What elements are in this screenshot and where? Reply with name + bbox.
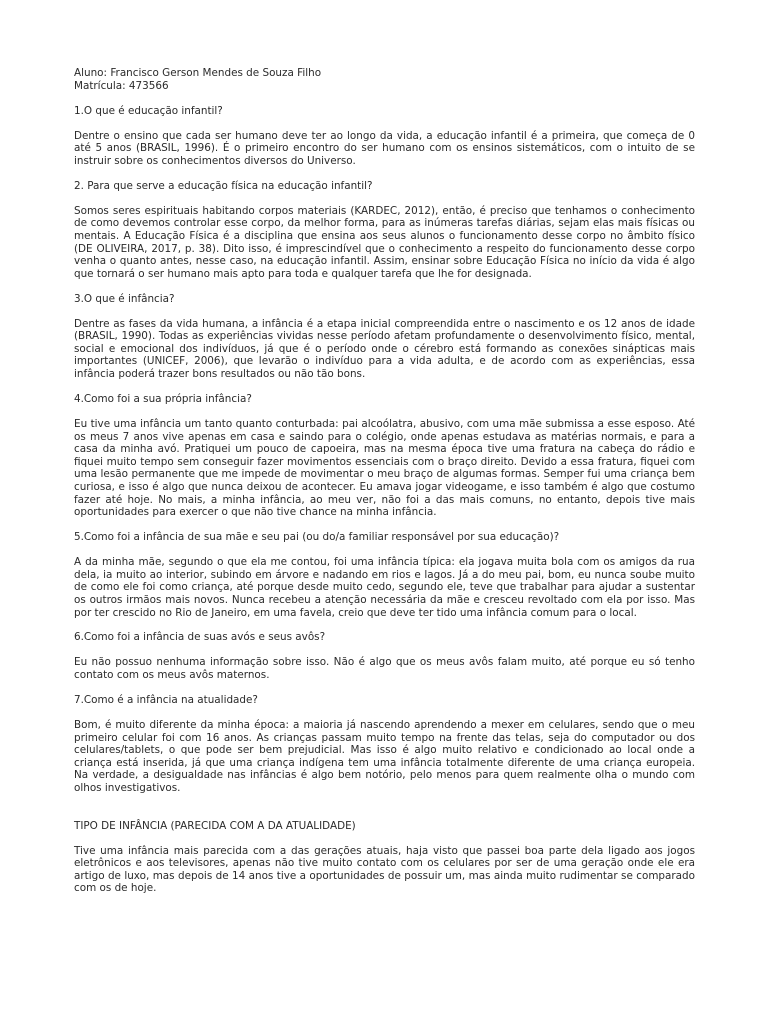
question-6: 6.Como foi a infância de suas avós e seus avôs? bbox=[74, 631, 326, 644]
question-2: 2. Para que serve a educação física na educação infantil? bbox=[74, 179, 373, 192]
answer-6: Eu não possuo nenhuma informação sobre isso. Não é algo que os meus avôs falam muito, até porque eu só tenho contato com os meus avôs maternos. bbox=[74, 656, 695, 682]
question-3: 3.O que é infância? bbox=[74, 292, 175, 305]
section-title: TIPO DE INFÂNCIA (PARECIDA COM A DA ATUALIDADE) bbox=[74, 819, 356, 832]
answer-4: Eu tive uma infância um tanto quanto conturbada: pai alcoólatra, abusivo, com uma mãe submissa a esse esposo. Até os meus 7 anos vive apenas em casa e saindo para o colégio, onde apenas estudava as matérias normais, e para a casa da minha avó. Pratiquei um pouco de capoeira, mas na mesma época tive uma fratura na cabeça do rádio e fiquei muito tempo sem conseguir fazer movimentos essenciais com o braço direito. Devido a essa fratura, fiquei com uma lesão permanente que me impede de movimentar o meu braço de algumas formas. Semper fui uma criança bem curiosa, e isso é algo que nunca deixou de acontecer. Eu amava jogar videogame, e isso também é algo que costumo fazer até hoje. No mais, a minha infância, ao meu ver, não foi a das mais comuns, no entanto, depois tive mais oportunidades para exercer o que não tive chance na minha infância. bbox=[74, 418, 695, 519]
qa-block-6 bbox=[74, 631, 695, 681]
question-7: 7.Como é a infância na atualidade? bbox=[74, 694, 258, 707]
answer-1: Dentre o ensino que cada ser humano deve ter ao longo da vida, a educação infantil é a primeira, que começa de 0 até 5 anos (BRASIL, 1996). É o primeiro encontro do ser humano com os ensinos sistemáticos, com o intuito de se instruir sobre os conhecimentos diversos do Universo. bbox=[74, 129, 695, 167]
qa-block-5 bbox=[74, 531, 695, 619]
qa-block-4 bbox=[74, 393, 695, 519]
question-4: 4.Como foi a sua própria infância? bbox=[74, 393, 252, 406]
qa-block-2 bbox=[74, 180, 695, 281]
question-1: 1.O que é educação infantil? bbox=[74, 104, 223, 117]
qa-block-1 bbox=[74, 105, 695, 168]
student-name: Aluno: Francisco Gerson Mendes de Souza Filho bbox=[74, 67, 322, 79]
question-5: 5.Como foi a infância de sua mãe e seu pai (ou do/a familiar responsável por sua educação)? bbox=[74, 531, 560, 544]
section-text: Tive uma infância mais parecida com a das gerações atuais, haja visto que passei boa parte dela ligado aos jogos eletrônicos e aos televisores, apenas não tive muito contato com os celulares por ser de uma geração onde ele era artigo de luxo, mas depois de 14 anos tive a oportunidades de possuir um, mas ainda muito rudimentar se comparado com os de hoje. bbox=[74, 844, 695, 895]
final-section bbox=[74, 820, 695, 895]
qa-block-3 bbox=[74, 293, 695, 381]
answer-2: Somos seres espirituais habitando corpos materiais (KARDEC, 2012), então, é preciso que tenhamos o conhecimento de como devemos controlar esse corpo, da melhor forma, para as inúmeras tarefas diárias, sejam elas mais físicas ou mentais. A Educação Física é a disciplina que ensina aos seus alunos o funcionamento desse corpo no âmbito físico (DE OLIVEIRA, 2017, p. 38). Dito isso, é imprescindível que o conhecimento a respeito do funcionamento desse corpo venha o quanto antes, nesse caso, na educação infantil. Assim, ensinar sobre Educação Física no início da vida é algo que tornará o ser humano mais apto para toda e qualquer tarefa que lhe for designada. bbox=[74, 204, 695, 280]
answer-3: Dentre as fases da vida humana, a infância é a etapa inicial compreendida entre o nascimento e os 12 anos de idade (BRASIL, 1990). Todas as experiências vividas nesse período afetam profundamente o desenvolvimento físico, mental, social e emocional dos indivíduos, já que é o período onde o cérebro está formando as conexões sinápticas mais importantes (UNICEF, 2006), que levarão o indivíduo para a vida adulta, e de acordo com as experiências, essa infância poderá trazer bons resultados ou não tão bons. bbox=[74, 317, 695, 381]
answer-7: Bom, é muito diferente da minha época: a maioria já nascendo aprendendo a mexer em celulares, sendo que o meu primeiro celular foi com 16 anos. As crianças passam muito tempo na frente das telas, seja do computador ou dos celulares/tablets, o que pode ser bem prejudicial. Mas isso é algo muito relativo e condicionado ao local onde a criança está inserida, já que uma criança indígena tem uma infância totalmente diferente de uma criança europeia. Na verdade, a desigualdade nas infâncias é algo bem notório, pelo menos para quem realmente olha o mundo com olhos investigativos. bbox=[74, 719, 695, 794]
answer-5: A da minha mãe, segundo o que ela me contou, foi uma infância típica: ela jogava muita bola com os amigos da rua dela, ia muito ao interior, subindo em árvore e nadando em rios e lagos. Já a do meu pai, bom, eu nunca soube muito de como ele foi como criança, até porque desde muito cedo, segundo ele, teve que trabalhar para ajudar a sustentar os outros irmãos mais novos. Nunca recebeu a atenção necessária da mãe e cresceu revoltado com ela por isso. Mas por ter crescido no Rio de Janeiro, em uma favela, creio que deve ter tido uma infância comum para o local. bbox=[74, 556, 695, 619]
qa-block-7 bbox=[74, 694, 695, 795]
registration-number: Matrícula: 473566 bbox=[74, 79, 169, 92]
document-page bbox=[74, 67, 695, 895]
